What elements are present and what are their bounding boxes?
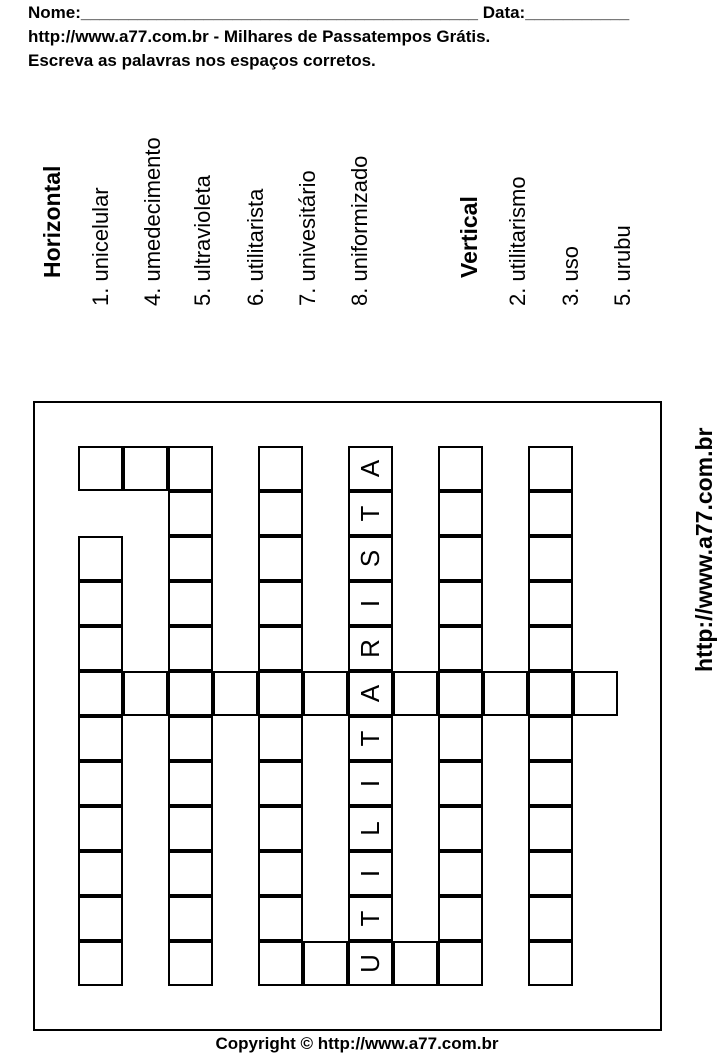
crossword-cell[interactable] <box>78 941 123 986</box>
side-url: http://www.a77.com.br <box>691 427 717 672</box>
crossword-cell[interactable] <box>528 536 573 581</box>
crossword-cell[interactable] <box>483 671 528 716</box>
crossword-cell[interactable] <box>393 941 438 986</box>
crossword-cell[interactable] <box>258 716 303 761</box>
horizontal-clue-5: 5. ultravioleta <box>190 175 215 306</box>
crossword-cell[interactable] <box>258 491 303 536</box>
crossword-cell[interactable] <box>438 536 483 581</box>
crossword-cell[interactable] <box>78 536 123 581</box>
crossword-cell[interactable] <box>438 491 483 536</box>
crossword-cell[interactable] <box>78 671 123 716</box>
crossword-cell[interactable] <box>438 581 483 626</box>
crossword-cell[interactable] <box>123 671 168 716</box>
crossword-cell[interactable] <box>258 941 303 986</box>
crossword-cell[interactable] <box>168 941 213 986</box>
crossword-cell[interactable] <box>123 446 168 491</box>
crossword-cell[interactable] <box>438 716 483 761</box>
crossword-cell[interactable] <box>258 896 303 941</box>
crossword-cell[interactable] <box>168 536 213 581</box>
crossword-cell[interactable] <box>303 671 348 716</box>
crossword-cell[interactable] <box>168 446 213 491</box>
site-line: http://www.a77.com.br - Milhares de Passatempos Grátis. <box>28 27 491 46</box>
vertical-title: Vertical <box>456 196 482 278</box>
filled-letter: T <box>355 730 385 747</box>
crossword-cell[interactable] <box>78 806 123 851</box>
filled-letter: U <box>355 954 385 973</box>
crossword-cell[interactable] <box>168 896 213 941</box>
filled-letter: S <box>355 549 385 568</box>
crossword-cell[interactable] <box>528 896 573 941</box>
crossword-cell[interactable] <box>573 671 618 716</box>
filled-letter: I <box>355 869 385 878</box>
horizontal-title: Horizontal <box>39 165 65 278</box>
crossword-cell[interactable] <box>528 446 573 491</box>
vertical-clue-2: 2. utilitarismo <box>505 176 530 306</box>
crossword-cell[interactable] <box>78 851 123 896</box>
crossword-cell[interactable] <box>168 491 213 536</box>
crossword-cell[interactable] <box>303 941 348 986</box>
name-date-line: Nome:__________________________________________ Data:___________ <box>28 3 630 22</box>
crossword-cell[interactable] <box>258 761 303 806</box>
crossword-cell[interactable] <box>213 671 258 716</box>
crossword-cell[interactable] <box>78 581 123 626</box>
horizontal-clue-1: 1. unicelular <box>88 187 113 306</box>
crossword-cell[interactable] <box>528 941 573 986</box>
filled-letter: T <box>355 910 385 927</box>
crossword-cell[interactable] <box>438 626 483 671</box>
crossword-cell[interactable] <box>168 806 213 851</box>
filled-letter: L <box>355 821 385 836</box>
crossword-cell[interactable] <box>258 446 303 491</box>
crossword-cell[interactable] <box>78 761 123 806</box>
filled-letter: A <box>355 684 385 703</box>
copyright: Copyright © http://www.a77.com.br <box>215 1034 499 1053</box>
crossword-cell[interactable] <box>528 806 573 851</box>
crossword-cell[interactable] <box>528 716 573 761</box>
crossword-cell[interactable] <box>168 716 213 761</box>
crossword-cell[interactable] <box>78 896 123 941</box>
vertical-clue-3: 3. uso <box>558 246 583 306</box>
crossword-cell[interactable] <box>438 941 483 986</box>
crossword-cell[interactable] <box>258 851 303 896</box>
crossword-cell[interactable] <box>168 581 213 626</box>
crossword-cell[interactable] <box>168 851 213 896</box>
vertical-clue-5: 5. urubu <box>610 225 635 306</box>
crossword-cell[interactable] <box>258 806 303 851</box>
filled-letter: A <box>355 459 385 478</box>
crossword-cell[interactable] <box>258 581 303 626</box>
crossword-cell[interactable] <box>438 671 483 716</box>
filled-letter: R <box>355 639 385 658</box>
crossword-cell[interactable] <box>528 671 573 716</box>
horizontal-clue-4: 4. umedecimento <box>140 137 165 306</box>
crossword-cell[interactable] <box>258 671 303 716</box>
crossword-cell[interactable] <box>528 851 573 896</box>
horizontal-clue-7: 7. univesitário <box>295 170 320 306</box>
crossword-cell[interactable] <box>78 446 123 491</box>
crossword-cell[interactable] <box>258 536 303 581</box>
crossword-cell[interactable] <box>438 896 483 941</box>
horizontal-clue-6: 6. utilitarista <box>243 188 268 306</box>
crossword-cell[interactable] <box>78 716 123 761</box>
crossword-cell[interactable] <box>528 626 573 671</box>
filled-letter: T <box>355 505 385 522</box>
crossword-cell[interactable] <box>438 851 483 896</box>
crossword-cell[interactable] <box>528 491 573 536</box>
crossword-cell[interactable] <box>168 761 213 806</box>
crossword-cell[interactable] <box>438 761 483 806</box>
crossword-cell[interactable] <box>78 626 123 671</box>
crossword-cell[interactable] <box>168 626 213 671</box>
crossword-cell[interactable] <box>438 806 483 851</box>
crossword-cell[interactable] <box>438 446 483 491</box>
instruction-line: Escreva as palavras nos espaços corretos. <box>28 51 376 70</box>
crossword-cell[interactable] <box>258 626 303 671</box>
filled-letter: I <box>355 599 385 608</box>
horizontal-clue-8: 8. uniformizado <box>347 155 372 306</box>
crossword-cell[interactable] <box>168 671 213 716</box>
crossword-cell[interactable] <box>528 581 573 626</box>
crossword-cell[interactable] <box>528 761 573 806</box>
filled-letter: I <box>355 779 385 788</box>
crossword-cell[interactable] <box>393 671 438 716</box>
